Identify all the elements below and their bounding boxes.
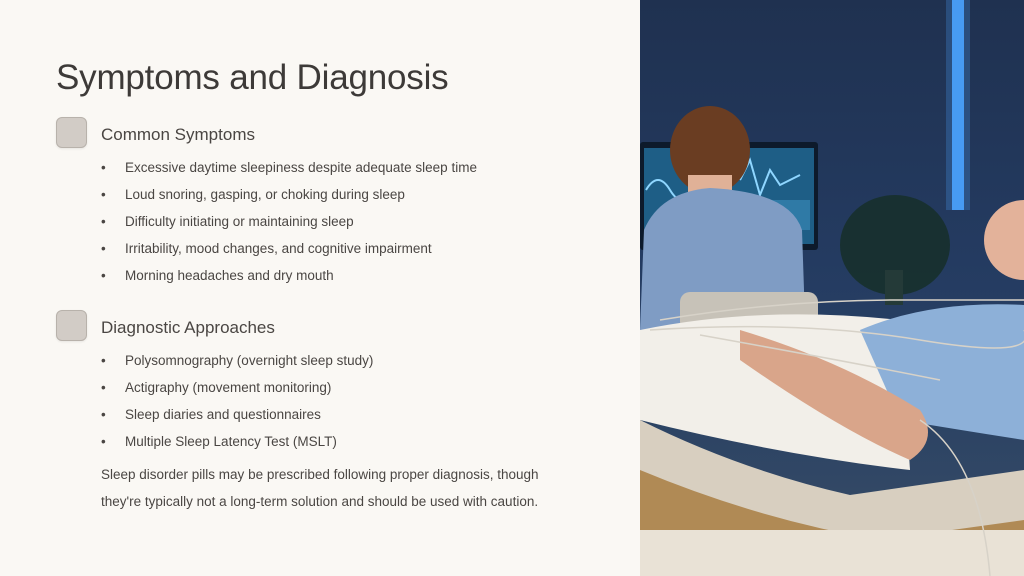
bullet-icon: • <box>101 268 106 283</box>
list-item <box>101 433 373 460</box>
list-item-text: Actigraphy (movement monitoring) <box>125 380 332 395</box>
list-item <box>101 159 477 186</box>
list-item-text: Irritability, mood changes, and cognitive impairment <box>125 241 432 256</box>
list-item <box>101 352 373 379</box>
page-title: Symptoms and Diagnosis <box>56 58 449 97</box>
list-item-text: Multiple Sleep Latency Test (MSLT) <box>125 434 337 449</box>
caution-note: Sleep disorder pills may be prescribed following proper diagnosis, though they're typically not a long-term solution and should be used with caution. <box>101 467 539 509</box>
list-item <box>101 240 477 267</box>
bullet-icon: • <box>101 187 106 202</box>
list-item-text: Excessive daytime sleepiness despite adequate sleep time <box>125 160 477 175</box>
symptoms-list <box>101 159 477 294</box>
bullet-icon: • <box>101 214 106 229</box>
bullet-icon: • <box>101 434 106 449</box>
bullet-icon: • <box>101 380 106 395</box>
section-marker-icon <box>56 117 87 148</box>
sleep-lab-photo <box>640 0 1024 576</box>
list-item-text: Loud snoring, gasping, or choking during sleep <box>125 187 405 202</box>
section-marker-icon <box>56 310 87 341</box>
bullet-icon: • <box>101 241 106 256</box>
list-item-text: Polysomnography (overnight sleep study) <box>125 353 374 368</box>
bullet-icon: • <box>101 407 106 422</box>
list-item-text: Difficulty initiating or maintaining sleep <box>125 214 354 229</box>
section-heading-symptoms: Common Symptoms <box>101 125 255 144</box>
section-heading-diagnostics: Diagnostic Approaches <box>101 318 275 337</box>
bullet-icon: • <box>101 160 106 175</box>
list-item <box>101 213 477 240</box>
bullet-icon: • <box>101 353 106 368</box>
list-item-text: Morning headaches and dry mouth <box>125 268 334 283</box>
list-item <box>101 406 373 433</box>
list-item-text: Sleep diaries and questionnaires <box>125 407 321 422</box>
sleep-lab-illustration <box>640 0 1024 576</box>
list-item <box>101 379 373 406</box>
list-item <box>101 267 477 294</box>
list-item <box>101 186 477 213</box>
diagnostics-list <box>101 352 373 460</box>
